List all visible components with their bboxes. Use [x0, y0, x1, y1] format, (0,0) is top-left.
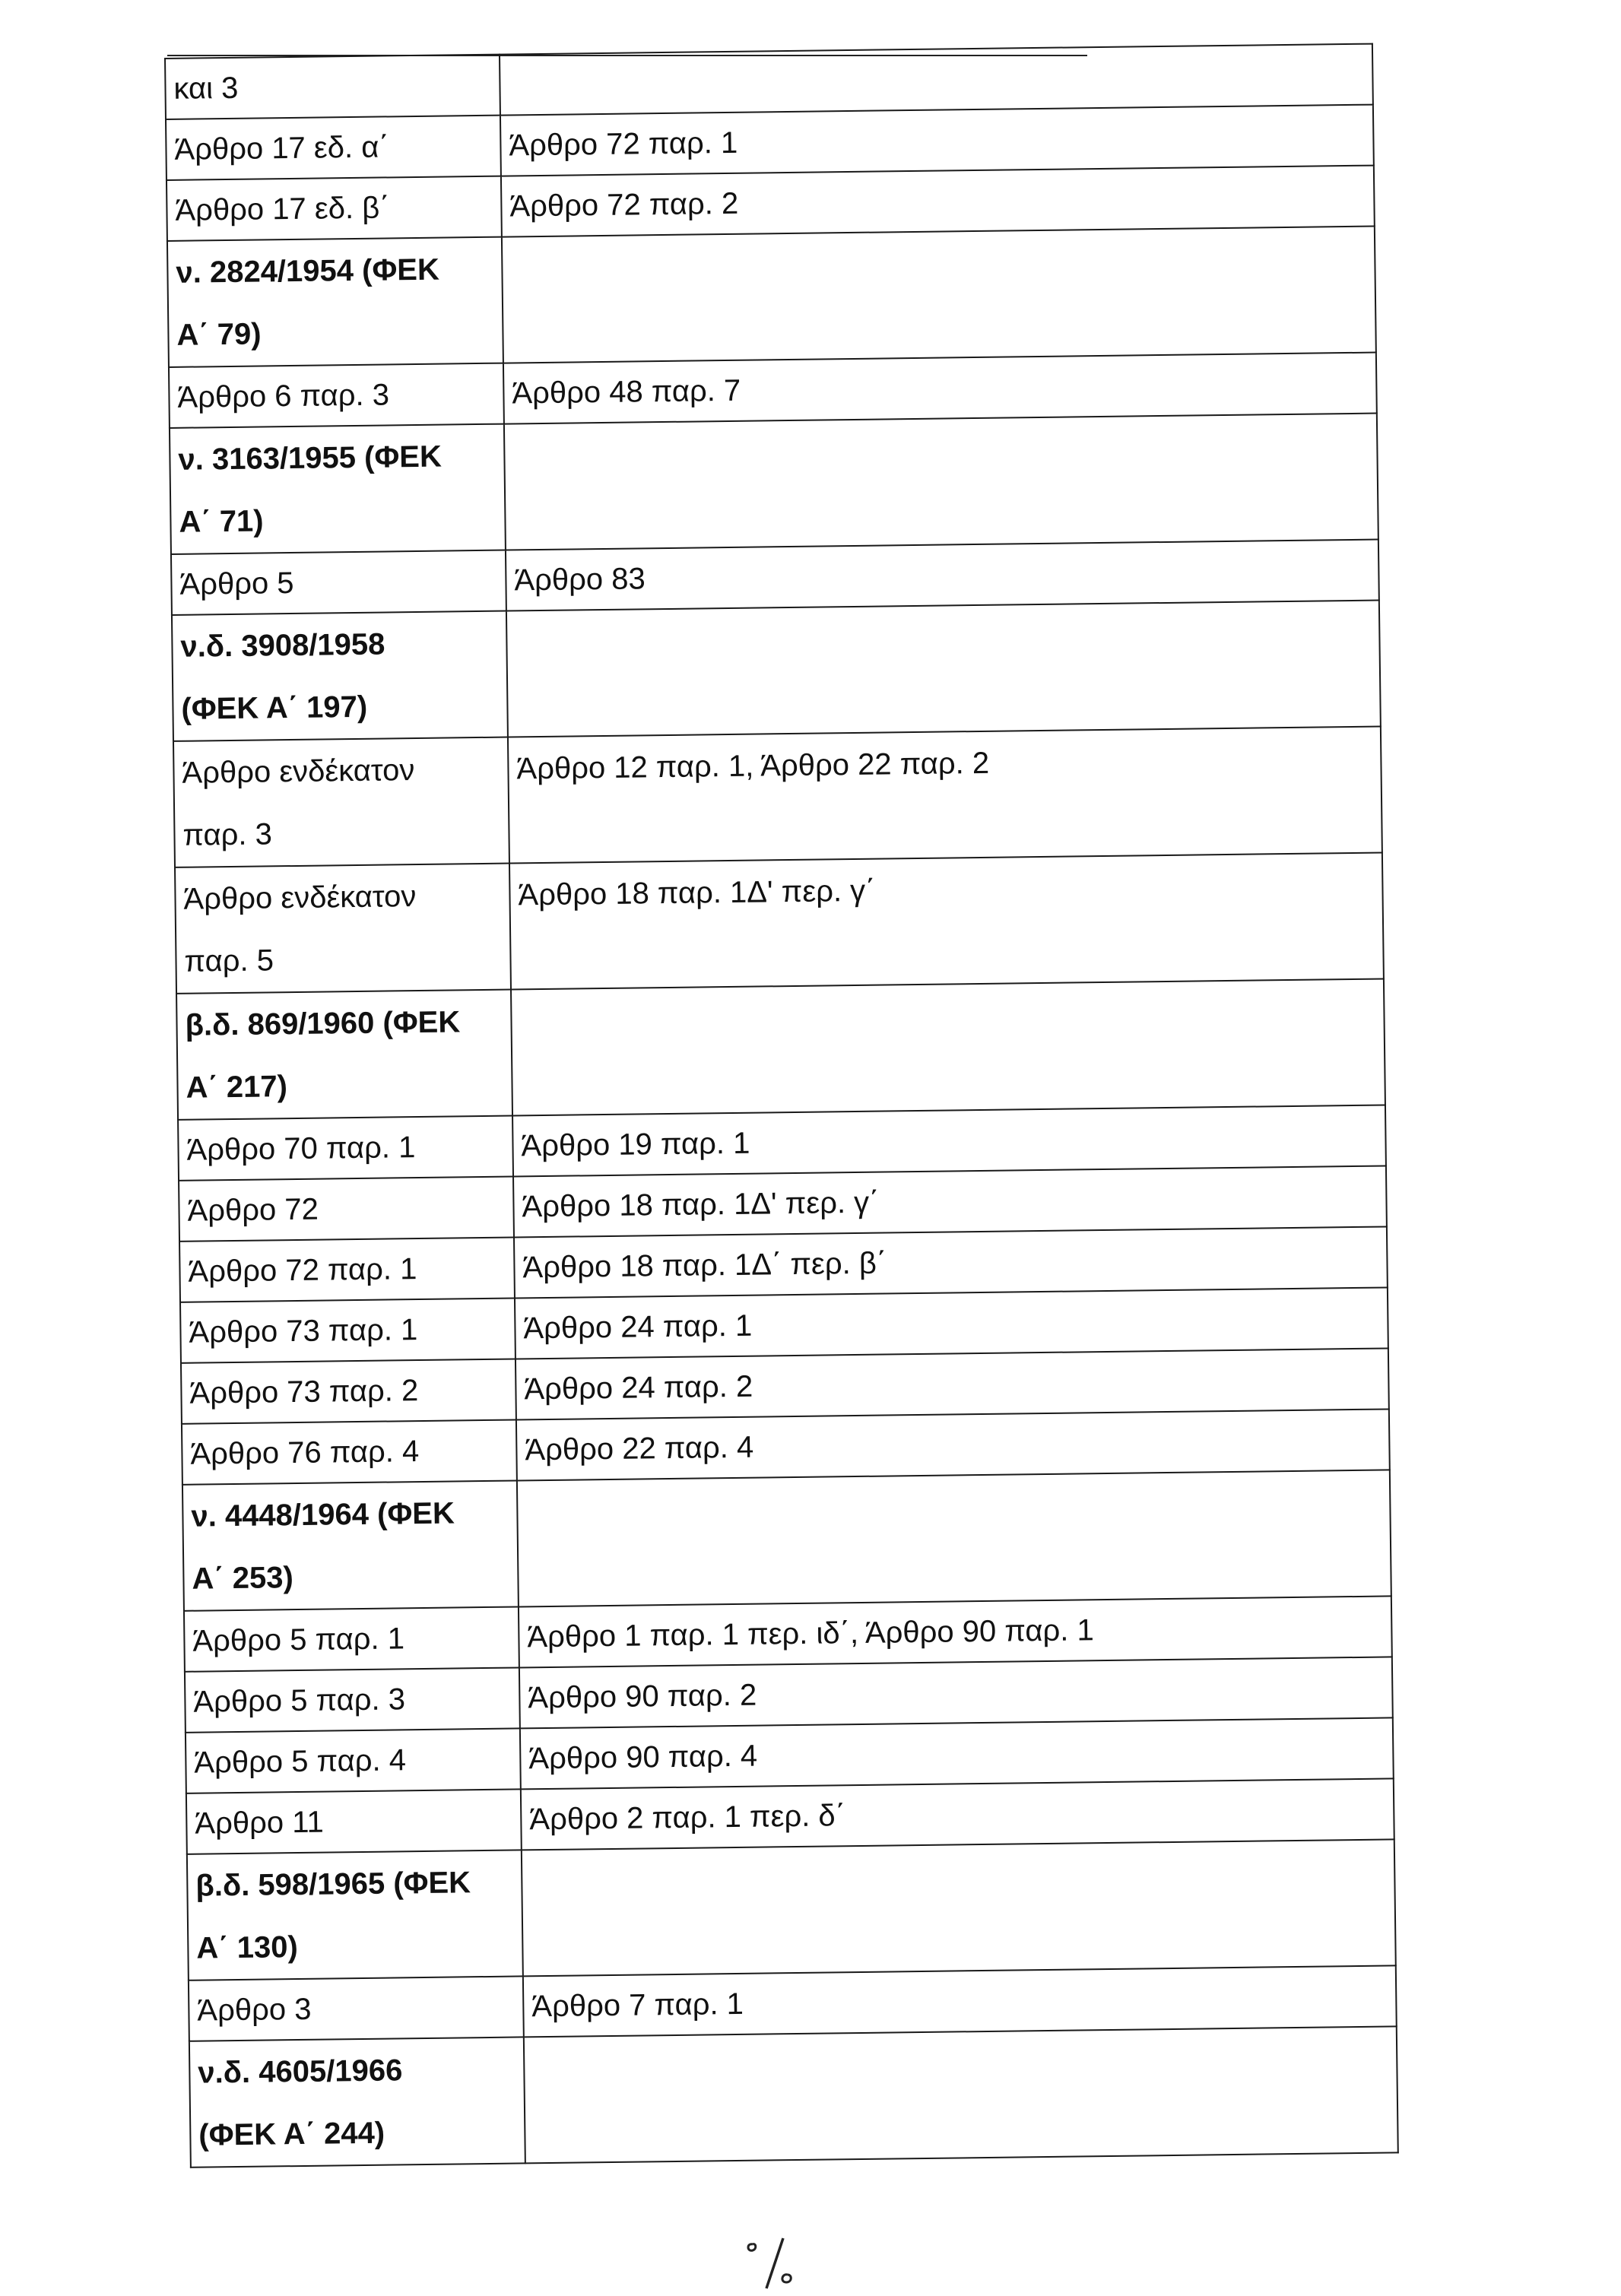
new-provision-cell	[520, 1717, 1394, 1789]
cell-text-line: Άρθρο 6 παρ. 3	[177, 378, 390, 414]
new-provision-cell	[515, 1348, 1389, 1419]
new-provision-cell	[514, 1226, 1388, 1298]
cell-text-line: Άρθρο 22 παρ. 4	[525, 1430, 754, 1467]
new-provision-cell	[504, 414, 1378, 550]
old-provision-cell	[169, 363, 504, 428]
new-provision-cell	[523, 1965, 1397, 2037]
new-provision-cell	[517, 1470, 1391, 1606]
cell-text-line: Α΄ 79)	[176, 317, 262, 352]
table-row	[173, 727, 1382, 867]
cell-text-line: παρ. 5	[184, 943, 274, 978]
cell-text-line: Άρθρο 2 παρ. 1 περ. δ΄	[529, 1799, 846, 1837]
cell-text-line: Άρθρο 73 παρ. 2	[189, 1374, 419, 1410]
cell-text-line: Άρθρο 5 παρ. 1	[192, 1622, 405, 1658]
old-provision-cell	[189, 1976, 524, 2041]
new-provision-cell	[506, 540, 1379, 611]
cell-text-line: Άρθρο 72 παρ. 1	[509, 125, 738, 163]
law-heading-row	[172, 601, 1381, 741]
cell-text-line: Άρθρο 3	[197, 1992, 312, 2028]
cell-text-line: Α΄ 217)	[186, 1070, 288, 1105]
cell-text-line: Άρθρο 7 παρ. 1	[531, 1987, 744, 2024]
cell-text-line: Άρθρο ενδέκατον	[183, 880, 417, 916]
cell-text-line: Άρθρο ενδέκατον	[182, 753, 415, 790]
cell-text-line: Άρθρο 90 παρ. 4	[528, 1739, 758, 1776]
old-provision-cell	[171, 550, 506, 615]
table-body	[165, 44, 1398, 2168]
cell-text-line: Άρθρο 72 παρ. 2	[509, 186, 739, 224]
cell-text-line: Άρθρο 12 παρ. 1, Άρθρο 22 παρ. 2	[516, 746, 990, 786]
new-provision-cell	[511, 978, 1385, 1115]
cell-text-line: (ΦΕΚ Α΄ 244)	[198, 2116, 385, 2152]
new-provision-cell	[522, 1839, 1396, 1976]
old-provision-cell	[166, 116, 501, 180]
cell-text-line: Άρθρο 11	[195, 1805, 324, 1841]
new-provision-cell	[503, 353, 1377, 424]
cell-text-line: και 3	[173, 71, 239, 106]
cell-text-line: Άρθρο 17 εδ. β΄	[175, 191, 390, 227]
law-heading-row	[167, 227, 1376, 367]
old-provision-cell	[180, 1298, 515, 1362]
law-heading-row	[187, 1839, 1396, 1980]
old-provision-cell	[182, 1419, 517, 1484]
document-page	[164, 43, 1397, 2168]
cell-text-line: β.δ. 598/1965 (ΦΕΚ	[195, 1866, 471, 1903]
cell-text-line: ν. 3163/1955 (ΦΕΚ	[178, 439, 443, 477]
old-provision-cell	[165, 55, 500, 119]
handwritten-initials	[730, 2235, 821, 2296]
new-provision-cell	[515, 1287, 1388, 1359]
new-provision-cell	[521, 1778, 1394, 1850]
cell-text-line: Άρθρο 5 παρ. 3	[193, 1682, 406, 1719]
old-provision-cell	[167, 176, 502, 241]
old-provision-cell	[186, 1789, 522, 1854]
law-heading-row	[176, 978, 1385, 1119]
law-heading-cell	[167, 237, 503, 367]
cell-text-line: (ΦΕΚ Α΄ 197)	[181, 690, 368, 726]
cell-text-line: Άρθρο 24 παρ. 2	[524, 1369, 753, 1406]
cell-text-line: Άρθρο 17 εδ. α΄	[174, 130, 389, 166]
cell-text-line: Άρθρο 18 παρ. 1Δ΄ περ. β΄	[522, 1246, 887, 1285]
cell-text-line: παρ. 3	[182, 817, 273, 852]
cell-text-line: Άρθρο 18 παρ. 1Δ' περ. γ΄	[518, 874, 876, 912]
cell-text-line: ν. 4448/1964 (ΦΕΚ	[191, 1496, 455, 1533]
cell-text-line: Άρθρο 5	[179, 566, 294, 601]
law-heading-cell	[170, 424, 506, 554]
cell-text-line: Άρθρο 70 παρ. 1	[186, 1131, 416, 1167]
law-heading-cell	[172, 611, 508, 741]
law-heading-cell	[182, 1480, 519, 1610]
cell-text-line: Άρθρο 19 παρ. 1	[521, 1126, 750, 1163]
new-provision-cell	[509, 853, 1384, 990]
cell-text-line	[508, 45, 1364, 55]
old-provision-cell	[185, 1667, 520, 1732]
new-provision-cell	[500, 105, 1374, 176]
cell-text-line: Άρθρο 90 παρ. 2	[528, 1678, 757, 1715]
new-provision-cell	[519, 1596, 1392, 1667]
cell-text-line: Άρθρο 18 παρ. 1Δ' περ. γ΄	[522, 1185, 880, 1224]
new-provision-cell	[524, 2026, 1398, 2163]
cell-text-line: Α΄ 71)	[179, 504, 264, 539]
old-provision-cell	[179, 1177, 514, 1242]
new-provision-cell	[512, 1105, 1386, 1176]
table-row	[175, 853, 1384, 994]
new-provision-cell	[508, 727, 1382, 864]
cell-text-line: Α΄ 253)	[192, 1561, 294, 1596]
law-heading-row	[170, 414, 1378, 554]
cell-text-line: Άρθρο 73 παρ. 1	[189, 1313, 418, 1349]
law-heading-row	[182, 1470, 1391, 1610]
correspondence-table	[164, 43, 1399, 2168]
cell-text-line: Άρθρο 24 παρ. 1	[523, 1308, 753, 1346]
new-provision-cell	[502, 227, 1376, 363]
old-provision-cell	[175, 864, 511, 994]
cell-text-line: ν.δ. 4605/1966	[198, 2053, 403, 2090]
old-provision-cell	[186, 1728, 521, 1793]
cell-text-line: ν. 2824/1954 (ΦΕΚ	[176, 252, 440, 290]
cell-text-line: Άρθρο 72	[187, 1192, 319, 1228]
cell-text-line: β.δ. 869/1960 (ΦΕΚ	[185, 1005, 461, 1042]
law-heading-cell	[176, 990, 512, 1120]
cell-text-line: ν.δ. 3908/1958	[180, 627, 385, 664]
cell-text-line: Άρθρο 1 παρ. 1 περ. ιδ΄, Άρθρο 90 παρ. 1	[527, 1613, 1095, 1654]
law-heading-row	[189, 2026, 1398, 2167]
cell-text-line: Άρθρο 72 παρ. 1	[188, 1252, 417, 1289]
new-provision-cell	[516, 1409, 1390, 1480]
old-provision-cell	[178, 1116, 513, 1181]
new-provision-cell	[500, 44, 1373, 116]
new-provision-cell	[501, 166, 1375, 237]
cell-text-line: Άρθρο 48 παρ. 7	[512, 373, 741, 411]
cell-text-line: Άρθρο 5 παρ. 4	[194, 1743, 407, 1780]
old-provision-cell	[184, 1606, 519, 1671]
new-provision-cell	[513, 1165, 1387, 1237]
cell-text-line: Άρθρο 83	[514, 562, 646, 598]
cell-text-line: Α΄ 130)	[196, 1930, 299, 1965]
old-provision-cell	[181, 1359, 516, 1423]
law-heading-cell	[189, 2037, 525, 2167]
new-provision-cell	[519, 1657, 1393, 1728]
new-provision-cell	[506, 601, 1381, 737]
old-provision-cell	[173, 737, 509, 867]
old-provision-cell	[179, 1237, 515, 1302]
law-heading-cell	[187, 1850, 523, 1980]
cell-text-line: Άρθρο 76 παρ. 4	[190, 1435, 420, 1471]
